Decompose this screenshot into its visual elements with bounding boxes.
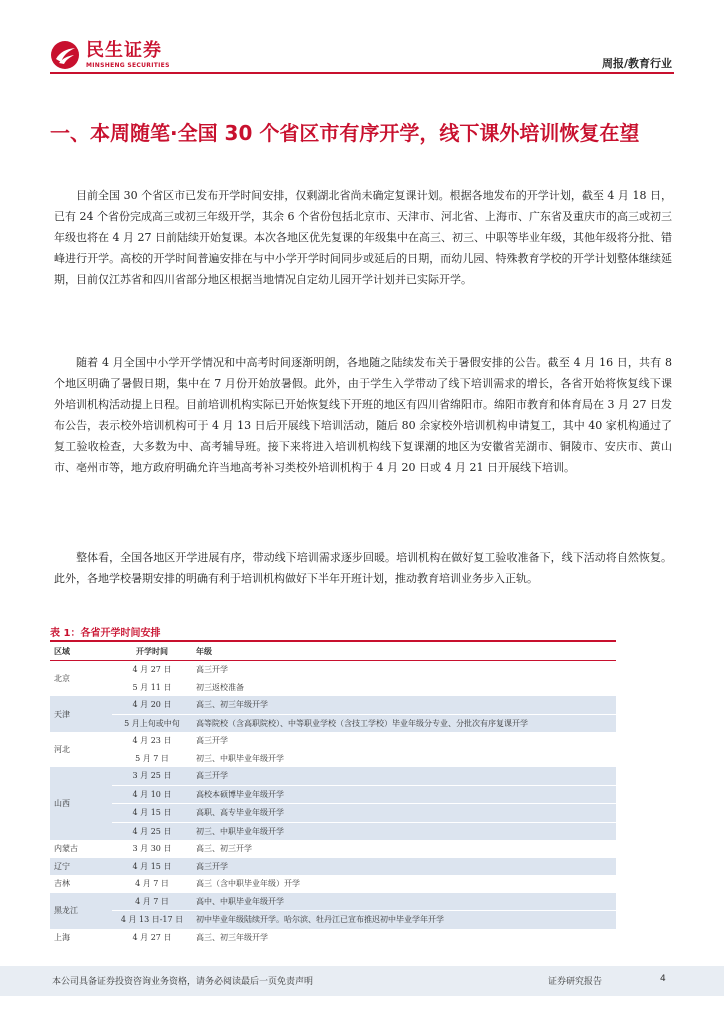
body-paragraph-1: 目前全国 30 个省区市已发布开学时间安排，仅剩湖北省尚未确定复课计划。根据各地发布的开学计划，截至 4 月 18 日，已有 24 个省份完成高三或初三年级开学，其余 6 个省份包括北京市、天津市、河北省、上海市、广东省及重庆市的高三或初三年级也将在 4 月 27 日前陆续开始复课。本次各地区优先复课的年级集中在高三、初三、中职等毕业年级，其他年级将分批、错峰进行开学。高校的开学时间普遍安排在与中小学开学时间同步或延后的日期，而幼儿园、特殊教育学校的开学计划整体继续延期，目前仅江苏省和四川省部分地区根据当地情况自定幼儿园开学计划并已实际开学。 <box>54 189 672 286</box>
cell-grade: 高三（含中职毕业年级）开学 <box>196 879 300 889</box>
cell-date: 4 月 15 日 <box>112 858 192 876</box>
cell-grade: 高三开学 <box>196 736 228 746</box>
table-row <box>50 661 616 679</box>
page-number: 4 <box>660 974 666 984</box>
table-row <box>50 767 616 785</box>
cell-date: 4 月 10 日 <box>112 785 192 804</box>
cell-region: 山西 <box>50 767 112 840</box>
body-paragraph-3: 整体看，全国各地区开学进展有序，带动线下培训需求逐步回暖。培训机构在做好复工验收准备下，线下活动将自然恢复。此外，各地学校暑期安排的明确有利于培训机构做好下半年开班计划，推动教育培训业务步入正轨。 <box>54 551 672 585</box>
table-row <box>50 785 616 804</box>
table-row <box>50 822 616 840</box>
cell-grade: 初中毕业年级陆续开学。哈尔滨、牡丹江已宣布推迟初中毕业学年开学 <box>192 911 616 929</box>
table-title: 表 1：各省开学时间安排 <box>50 628 161 639</box>
cell-date: 4 月 20 日 <box>112 696 192 714</box>
cell-grade: 高三开学 <box>192 767 616 785</box>
cell-date: 4 月 15 日 <box>112 804 192 823</box>
table-row <box>50 696 616 714</box>
cell-grade: 初三返校准备 <box>196 682 244 692</box>
minsheng-logo-icon <box>50 40 80 70</box>
cell-region: 黑龙江 <box>50 893 112 929</box>
body-paragraph-2: 随着 4 月全国中小学开学情况和中高考时间逐渐明朗，各地随之陆续发布关于暑假安排的公告。截至 4 月 16 日，共有 8 个地区明确了暑假日期，集中在 7 月份开始放暑假。此外，由于学生入学带动了线下培训需求的增长，各省开始将恢复线下课外培训机构活动提上日程。目前培训机构实际已开始恢复线下开班的地区有四川省绵阳市。绵阳市教育和体育局在 3 月 27 日发布公告，表示校外培训机构可于 4 月 13 日后开展线下培训活动，随后 80 余家校外培训机构申请复工，其中 40 家机构通过了复工验收检查，大多数为中、高考辅导班。接下来将进入培训机构线下复课潮的地区为安徽省芜湖市、铜陵市、安庆市、黄山市、亳州市等，地方政府明确允许当地高考补习类校外培训机构于 4 月 20 日或 4 月 21 日开展线下培训。 <box>54 356 672 474</box>
table-header-row <box>50 641 616 661</box>
header-region: 区域 <box>54 646 70 656</box>
cell-grade: 高等院校（含高职院校）、中等职业学校（含技工学校）毕业年级分专业、分批次有序复课开学 <box>192 714 616 732</box>
cell-date: 3 月 30 日 <box>132 844 172 854</box>
table-row <box>50 840 616 858</box>
header-grade: 年级 <box>196 646 212 656</box>
table-row <box>50 750 616 768</box>
table-row <box>50 911 616 929</box>
page-header <box>0 0 724 78</box>
cell-date: 4 月 7 日 <box>112 893 192 911</box>
cell-date: 4 月 13 日-17 日 <box>112 911 192 929</box>
company-logo <box>50 40 170 70</box>
cell-region: 上海 <box>54 932 70 942</box>
cell-grade: 初三、中职毕业年级开学 <box>196 753 284 763</box>
cell-region: 内蒙古 <box>54 844 78 854</box>
section-title: 一、本周随笔·全国 30 个省区市有序开学，线下课外培训恢复在望 <box>50 121 640 145</box>
cell-region: 河北 <box>54 745 70 754</box>
cell-region: 吉林 <box>54 879 70 889</box>
cell-region: 天津 <box>50 696 112 732</box>
cell-grade: 高职、高专毕业年级开学 <box>192 804 616 823</box>
logo-text-en: MINSHENG SECURITIES <box>86 61 170 69</box>
cell-grade: 高三开学 <box>192 858 616 876</box>
cell-grade: 初三、中职毕业年级开学 <box>192 822 616 840</box>
cell-date: 4 月 25 日 <box>112 822 192 840</box>
cell-grade: 高中、中职毕业年级开学 <box>192 893 616 911</box>
cell-grade: 高三、初三年级开学 <box>196 932 268 942</box>
table-row <box>50 714 616 732</box>
table-row <box>50 679 616 697</box>
table-row <box>50 875 616 893</box>
table-row <box>50 732 616 750</box>
cell-grade: 高三、初三年级开学 <box>192 696 616 714</box>
header-divider <box>50 72 674 74</box>
cell-date: 4 月 7 日 <box>135 879 169 889</box>
cell-date: 4 月 27 日 <box>132 665 172 675</box>
table-row <box>50 893 616 911</box>
cell-grade: 高校本硕博毕业年级开学 <box>192 785 616 804</box>
schedule-table <box>50 640 616 946</box>
cell-region: 北京 <box>54 674 70 683</box>
cell-date: 5 月 11 日 <box>132 682 172 692</box>
cell-date: 5 月 7 日 <box>135 753 169 763</box>
logo-text-cn: 民生证券 <box>86 39 162 61</box>
footer-disclaimer: 本公司具备证券投资咨询业务资格，请务必阅读最后一页免责声明 <box>52 977 314 987</box>
footer-doc-type: 证券研究报告 <box>548 977 603 987</box>
cell-grade: 高三开学 <box>196 665 228 675</box>
cell-grade: 高三、初三开学 <box>196 844 252 854</box>
cell-date: 4 月 27 日 <box>132 932 172 942</box>
cell-region: 辽宁 <box>50 858 112 876</box>
cell-date: 3 月 25 日 <box>112 767 192 785</box>
cell-date: 4 月 23 日 <box>132 736 172 746</box>
table-row <box>50 929 616 947</box>
header-date: 开学时间 <box>136 646 168 656</box>
table-row <box>50 858 616 876</box>
table-row <box>50 804 616 823</box>
report-type-tag: 周报/教育行业 <box>601 57 672 70</box>
cell-date: 5 月上旬或中旬 <box>112 714 192 732</box>
